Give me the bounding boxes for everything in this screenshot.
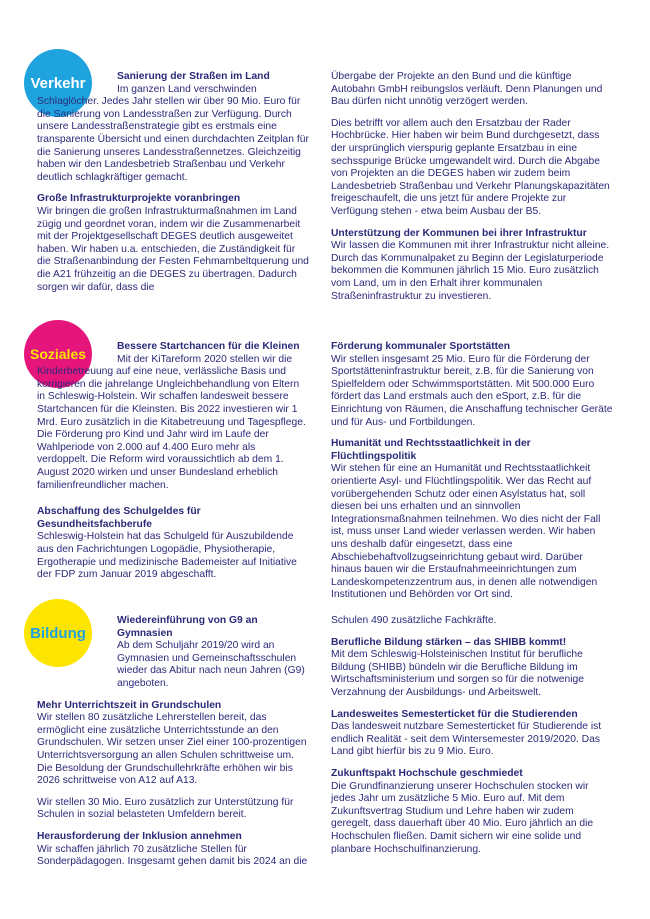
- verkehr-right-column: [331, 71, 613, 312]
- article-text: Übergabe der Projekte an den Bund und die künftige Autobahn GmbH reibungslos verläuft. Denn Planungen und Bau dürfen nicht unnötig verzögert werden.: [331, 71, 603, 108]
- article-heading: Große Infrastrukturprojekte voranbringen: [37, 193, 241, 205]
- article: [331, 615, 613, 628]
- article: [37, 797, 309, 822]
- soziales-right-column: [331, 341, 613, 611]
- article-heading: Mehr Unterrichtszeit in Grundschulen: [37, 699, 222, 711]
- article-heading: Unterstützung der Kommunen bei ihrer Infrastruktur: [331, 227, 587, 239]
- article-text: Wir lassen die Kommunen mit ihrer Infrastruktur nicht alleine. Durch das Kommunalpaket zu Beginn der Legislaturperiode bekommen die Kommunen jährlich 15 Mio. Euro zusätzlich vom Land, um in den Erhalt ihrer kommunalen Straßeninfrastruktur zu investieren.: [331, 240, 610, 302]
- article: [37, 700, 309, 788]
- article-heading: Bessere Startchancen für die Kleinen: [117, 341, 300, 352]
- article-text: Ab dem Schuljahr 2019/20 wird an Gymnasien und Gemeinschaftsschulen wieder das Abitur nach neun Jahren (G9) angeboten.: [117, 640, 305, 689]
- soziales-left-column: [37, 341, 309, 591]
- article-text: Die Grundfinanzierung unserer Hochschulen stocken wir jedes Jahr um zusätzliche 5 Mio. Euro auf. Mit dem Zukunftsvertrag Studium und Lehre haben wir zudem geregelt, dass dauerhaft über 40 Mio. Euro jährlich an die Hochschulen fließen. Damit sichern wir eine solide und planbare Hochschulfinanzierung.: [331, 780, 594, 855]
- section-soziales: [0, 300, 650, 600]
- article: [331, 341, 613, 429]
- article-heading: Wiedereinführung von G9 an Gymnasien: [117, 615, 258, 639]
- article: [331, 228, 613, 304]
- article-text: Schulen 490 zusätzliche Fachkräfte.: [331, 615, 497, 626]
- article: [331, 768, 613, 856]
- article-text: Wir stellen insgesamt 25 Mio. Euro für die Förderung der Sportstätteninfrastruktur bereit, z.B. für die Sanierung von Spielfeldern oder Schwimmsportstätten. Mit 500.000 Euro fördert das Land erstmals auch den eSport, z.B. für die Einrichtung von Räumen, die Anschaffung technischer Geräte und für Aus- und Fortbildungen.: [331, 353, 613, 428]
- article-heading: Herausforderung der Inklusion annehmen: [37, 830, 242, 842]
- article: [331, 118, 613, 219]
- article: [37, 831, 309, 869]
- article: [37, 341, 309, 492]
- article-heading: Landesweites Semesterticket für die Studierenden: [331, 708, 578, 720]
- bildung-right-column: [331, 615, 613, 865]
- article-heading: Sanierung der Straßen im Land: [117, 71, 270, 82]
- article: [331, 637, 613, 700]
- article-text: Mit der KiTareform 2020 stellen wir die Kinderbetreuung auf eine neue, verlässliche Basis und korrigieren die jahrelange Ungleichbehandlung von Eltern in Schleswig-Holstein. Wir schaffen landesweit bessere Startchancen für die Kleinsten. Bis 2022 investieren wir 1 Mrd. Euro zusätzlich in die Kitabetreuung und Tagespflege. Die Förderung pro Kind und Jahr wird im Laufe der Wahlperiode von 2.000 auf 4.400 Euro mehr als verdoppelt. Die Reform wird voraussichtlich ab dem 1. August 2020 wirken und unser Bundesland erheblich familienfreundlicher machen.: [37, 353, 306, 491]
- badge-bildung-label: Bildung: [30, 624, 86, 642]
- article-text: Wir stehen für eine an Humanität und Rechtsstaatlichkeit orientierte Asyl- und Flüchtlingspolitik. Wer das Recht auf vorübergehenden Schutz oder einen Asylstatus hat, soll diesen bei uns erhalten und an sinnvollen Integrationsmaßnahmen teilnehmen. Wo dies nicht der Fall ist, muss unser Land wieder verlassen werden. Wir haben uns deshalb dafür eingesetzt, dass eine Abschiebehaftvollzugseinrichtung gebaut wird. Darüber hinaus bauen wir die Erstaufnahmeeinrichtungen zum Landeskompetenzzentrum aus, in denen alle notwendigen Institutionen und Behörden vor Ort sind.: [331, 463, 601, 601]
- article-text: Wir stellen 80 zusätzliche Lehrerstellen bereit, das ermöglicht eine zusätzliche Unterrichtsstunde an den Grundschulen. Wir setzen unser Ziel einer 100-prozentigen Unterrichtsversorgung an allen Schulen schrittweise um. Die Besoldung der Grundschullehrkräfte erhöhen wir bis 2026 schrittweise von A12 auf A13.: [37, 712, 307, 787]
- article-heading: Berufliche Bildung stärken – das SHIBB kommt!: [331, 636, 567, 648]
- article-text: Wir stellen 30 Mio. Euro zusätzlich zur Unterstützung für Schulen in sozial belasteten Umfeldern bereit.: [37, 796, 294, 821]
- section-bildung: [0, 600, 650, 919]
- article: [37, 193, 309, 294]
- article-heading: Zukunftspakt Hochschule geschmiedet: [331, 767, 523, 779]
- article-heading: Humanität und Rechtsstaatlichkeit in der Flüchtlingspolitik: [331, 438, 531, 462]
- article: [37, 84, 309, 185]
- article-heading: Abschaffung des Schulgeldes für Gesundheitsfachberufe: [37, 506, 201, 530]
- section-verkehr: [0, 0, 650, 300]
- article: [37, 506, 309, 582]
- bildung-left-column: [37, 615, 309, 878]
- article-text: Wir bringen die großen Infrastrukturmaßnahmen im Land zügig und geordnet voran, indem wir die Zusammenarbeit mit der Projektgesellschaft DEGES deutlich ausgeweitet haben. Wir haben u.a. entschieden, die Zuständigkeit für die Straßenanbindung der Festen Fehmarnbeltquerung und die A21 frühzeitig an die DEGES zu übertragen. Dadurch sorgen wir dafür, dass die: [37, 205, 309, 293]
- article: [37, 615, 309, 691]
- article-text: Im ganzen Land verschwinden Schlaglöcher. Jedes Jahr stellen wir über 90 Mio. Euro für die Sanierung von Landesstraßen zur Verfügung. Durch unsere Landesstraßenstrategie gibt es erstmals eine transparente Übersicht und einen durchdachten Zeitplan für die Sanierung unseres Landesstraßennetzes. Gleichzeitig haben wir den Landesbetrieb Straßenbau und Verkehr deutlich schlagkräftiger gemacht.: [37, 83, 309, 183]
- article: [37, 71, 309, 84]
- article-text: Das landesweit nutzbare Semesterticket für Studierende ist endlich Realität - seit dem Wintersemester 2019/2020. Das Land gibt hierfür bis zu 9 Mio. Euro.: [331, 721, 602, 758]
- article-text: Wir schaffen jährlich 70 zusätzliche Stellen für Sonderpädagogen. Insgesamt gehen damit bis 2024 an die: [37, 843, 308, 868]
- verkehr-left-column: [37, 71, 309, 303]
- article-heading: Förderung kommunaler Sportstätten: [331, 341, 511, 352]
- article: [331, 71, 613, 109]
- article: [331, 709, 613, 759]
- article-text: Schleswig-Holstein hat das Schulgeld für Auszubildende aus den Fachrichtungen Logopädie, Physiotherapie, Ergotherapie und medizinische Bademeister auf Initiative der FDP zum Januar 2019 abgeschafft.: [37, 531, 297, 581]
- badge-soziales-label: Soziales: [29, 346, 87, 362]
- article-text: Dies betrifft vor allem auch den Ersatzbau der Rader Hochbrücke. Hier haben wir beim Bund durchgesetzt, dass der ursprünglich vierspurig geplante Ersatzbau in eine sechsspurige Brücke umgewandelt wird. Durch die Abgabe von Projekten an die DEGES haben wir zudem beim Landesbetrieb Straßenbau und Verkehr Planungskapazitäten freigeschaufelt, die uns jetzt für andere Projekte zur Verfügung stehen - etwa beim Ausbau der B5.: [331, 117, 610, 217]
- badge-verkehr-label: Verkehr: [30, 74, 86, 92]
- article: [331, 438, 613, 602]
- article-text: Mit dem Schleswig-Holsteinischen Institut für berufliche Bildung (SHIBB) bündeln wir die Berufliche Bildung im Wirtschaftsministerium und sorgen so für die notwenige Verzahnung der Ausbildungs- und Arbeitswelt.: [331, 649, 584, 698]
